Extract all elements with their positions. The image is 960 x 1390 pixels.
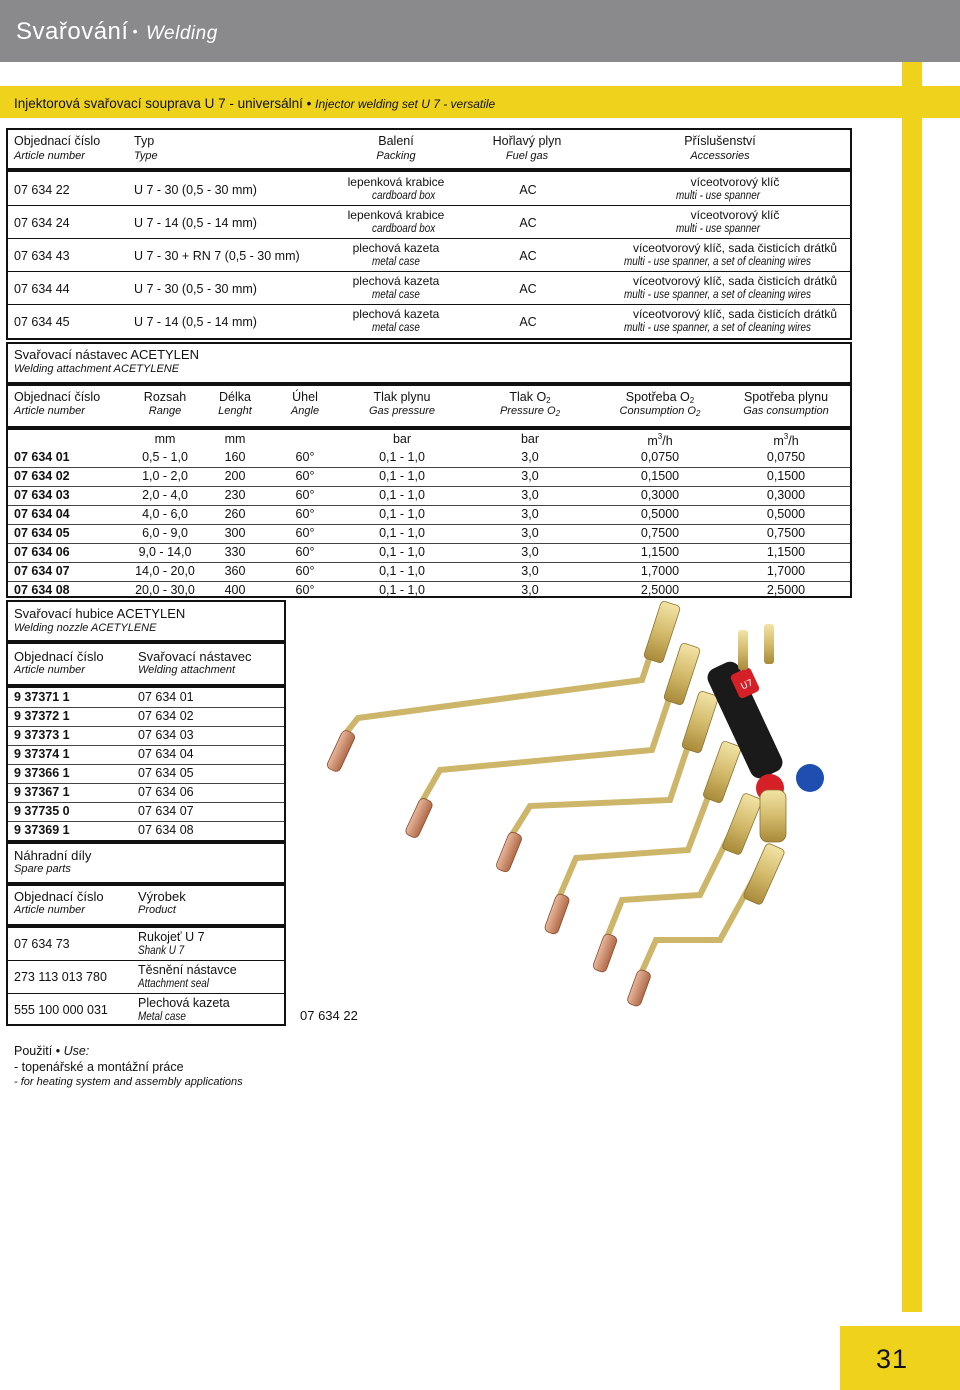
o2-cons-label: Spotřeba O (625, 390, 690, 404)
attachment-cell-angle: 60° (295, 545, 315, 559)
attachment-cell-cons-o2: 1,7000 (640, 564, 680, 578)
attachment-cell-cons-gas: 2,5000 (766, 583, 806, 597)
usage-title (14, 1044, 89, 1058)
attachment-cell-article: 07 634 02 (14, 469, 70, 483)
row-divider (8, 581, 850, 582)
nozzle-article: 9 37369 1 (14, 823, 70, 837)
handle (704, 624, 824, 842)
attachment-cell-angle: 60° (295, 583, 315, 597)
nozzle-attachment: 07 634 07 (138, 804, 194, 818)
att-col-length: Délka (219, 390, 251, 404)
nozzle-article: 9 37374 1 (14, 747, 70, 761)
attachment-cell-cons-o2: 0,3000 (640, 488, 680, 502)
attachment-cell-range: 20,0 - 30,0 (135, 583, 195, 597)
attachment-cell-cons-gas: 0,0750 (766, 450, 806, 464)
coupling-6 (743, 843, 786, 906)
attachment-cell-length: 160 (224, 450, 246, 464)
attachment-cell-length: 330 (224, 545, 246, 559)
set-gas: AC (519, 249, 537, 263)
attachment-cell-article: 07 634 08 (14, 583, 70, 597)
nozzle-tube-4 (558, 760, 722, 900)
set-col-accessories: Příslušenství (684, 134, 756, 148)
unit-cons-gas-sup: 3 (783, 432, 789, 441)
attachment-cell-pressure: 0,1 - 1,0 (379, 526, 425, 540)
set-type: U 7 - 30 + RN 7 (0,5 - 30 mm) (134, 249, 300, 263)
row-divider (8, 821, 284, 822)
set-packing: lepenková krabice (347, 175, 445, 189)
attachment-cell-pressure: 0,1 - 1,0 (379, 469, 425, 483)
set-type: U 7 - 30 (0,5 - 30 mm) (134, 183, 257, 197)
spare-product-en: Attachment seal (138, 978, 209, 990)
attachment-cell-o2: 3,0 (521, 583, 539, 597)
nozzle-article: 9 37373 1 (14, 728, 70, 742)
set-packing: lepenková krabice (347, 208, 445, 222)
set-col-type-en: Type (134, 150, 158, 162)
row-divider (8, 745, 284, 746)
set-article: 07 634 22 (14, 183, 70, 197)
set-accessories-en: multi - use spanner, a set of cleaning wires (624, 322, 811, 334)
set-accessories: víceotvorový klíč, sada čisticích drátků (632, 274, 838, 288)
nozzle-attachment: 07 634 06 (138, 785, 194, 799)
attachment-cell-cons-gas: 0,5000 (766, 507, 806, 521)
attachment-cell-article: 07 634 01 (14, 450, 70, 464)
set-article: 07 634 44 (14, 282, 70, 296)
page-header-title (16, 18, 218, 46)
row-divider (8, 486, 850, 487)
coupling-3 (681, 690, 719, 753)
attachment-cell-cons-o2: 1,1500 (640, 545, 680, 559)
o2-pressure-sub: 2 (546, 396, 551, 405)
usage-line-en: - for heating system and assembly applications (14, 1076, 243, 1088)
handle-brass-end (760, 790, 786, 842)
set-packing-en: metal case (372, 289, 420, 301)
att-col-pressure-en: Gas pressure (368, 405, 436, 417)
attachment-cell-pressure: 0,1 - 1,0 (379, 488, 425, 502)
nozzle-article: 9 37366 1 (14, 766, 70, 780)
attachment-cell-cons-o2: 0,5000 (640, 507, 680, 521)
row-divider (8, 562, 850, 563)
set-gas: AC (519, 183, 537, 197)
section-title-cz: Injektorová svařovací souprava U 7 - universální (14, 96, 303, 111)
row-divider (8, 271, 850, 272)
att-col-range-en: Range (148, 405, 182, 417)
attachment-cell-pressure: 0,1 - 1,0 (379, 545, 425, 559)
gas-inlet-2 (764, 624, 774, 664)
set-type: U 7 - 14 (0,5 - 14 mm) (134, 315, 257, 329)
unit-o2: bar (520, 432, 540, 446)
attachment-cell-length: 360 (224, 564, 246, 578)
attachment-cell-pressure: 0,1 - 1,0 (379, 583, 425, 597)
set-article: 07 634 45 (14, 315, 70, 329)
nozzle-title-en: Welding nozzle ACETYLENE (14, 622, 157, 634)
attachment-cell-pressure: 0,1 - 1,0 (379, 564, 425, 578)
nozzle-attachment: 07 634 04 (138, 747, 194, 761)
set-article: 07 634 43 (14, 249, 70, 263)
attachment-cell-range: 1,0 - 2,0 (142, 469, 188, 483)
set-accessories: víceotvorový klíč, sada čisticích drátků (632, 241, 838, 255)
set-accessories-en: multi - use spanner, a set of cleaning wires (624, 256, 811, 268)
att-col-range: Rozsah (143, 390, 187, 404)
nozzle-attachment: 07 634 05 (138, 766, 194, 780)
row-divider (8, 505, 850, 506)
nozzle-attachment: 07 634 03 (138, 728, 194, 742)
attachment-title-en: Welding attachment ACETYLENE (14, 363, 180, 375)
row-divider (8, 467, 850, 468)
row-divider (8, 993, 284, 994)
attachment-title: Svařovací nástavec ACETYLEN (14, 347, 199, 362)
nozzle-article: 9 37735 0 (14, 804, 70, 818)
copper-tip-1 (326, 729, 356, 773)
set-packing-en: metal case (372, 322, 420, 334)
att-col-o2-consumption (600, 390, 720, 405)
row-divider (8, 524, 850, 525)
att-col-gas-consumption-en: Gas consumption (743, 405, 829, 417)
copper-tip-5 (592, 933, 618, 973)
set-col-article: Objednací číslo (14, 134, 101, 148)
o2-pressure-label-en: Pressure O (499, 405, 556, 417)
o2-cons-sub-en: 2 (695, 409, 701, 418)
header-title-en: Welding (145, 23, 218, 44)
attachment-cell-length: 230 (224, 488, 246, 502)
attachment-cell-cons-gas: 1,1500 (766, 545, 806, 559)
set-accessories: víceotvorový klíč, sada čisticích drátků (632, 307, 838, 321)
attachment-cell-range: 9,0 - 14,0 (138, 545, 192, 559)
attachment-cell-cons-gas: 0,3000 (766, 488, 806, 502)
coupling-4 (702, 740, 741, 803)
set-gas: AC (519, 315, 537, 329)
spare-article: 555 100 000 031 (14, 1003, 108, 1017)
set-accessories: víceotvorový klíč (690, 208, 780, 222)
attachment-cell-cons-o2: 0,7500 (640, 526, 680, 540)
attachment-cell-article: 07 634 07 (14, 564, 70, 578)
set-packing-en: metal case (372, 256, 420, 268)
set-accessories-en: multi - use spanner, a set of cleaning wires (624, 289, 811, 301)
nozzle-col-article: Objednací číslo (14, 649, 104, 664)
row-divider (8, 205, 850, 206)
set-accessories: víceotvorový klíč (690, 175, 780, 189)
attachment-cell-article: 07 634 04 (14, 507, 70, 521)
set-col-fuel-en: Fuel gas (505, 150, 549, 162)
section-title-en: Injector welding set U 7 - versatile (315, 97, 496, 111)
spare-product: Těsnění nástavce (138, 963, 237, 977)
attachment-cell-angle: 60° (295, 526, 315, 540)
usage-title-cz: Použití (14, 1044, 53, 1058)
attachment-cell-angle: 60° (295, 450, 315, 464)
set-col-packing-en: Packing (376, 150, 416, 162)
attachment-cell-length: 260 (224, 507, 246, 521)
att-col-length-en: Lenght (218, 405, 252, 417)
spare-title-en: Spare parts (14, 863, 71, 875)
att-col-o2-pressure (480, 390, 580, 405)
nozzle-attachment: 07 634 02 (138, 709, 194, 723)
nozzle-tube-1 (342, 620, 662, 738)
attachment-cell-range: 4,0 - 6,0 (142, 507, 188, 521)
copper-tip-2 (404, 797, 434, 839)
row-divider (8, 543, 850, 544)
nozzle-col-attachment-en: Welding attachment (138, 664, 236, 676)
coupling-2 (663, 642, 701, 705)
set-col-type: Typ (134, 134, 155, 148)
o2-pressure-label: Tlak O (509, 390, 547, 404)
spare-product: Plechová kazeta (138, 996, 230, 1010)
set-packing: plechová kazeta (352, 241, 440, 255)
o2-cons-label-en: Consumption O (619, 405, 696, 417)
row-divider (8, 783, 284, 784)
attachment-cell-cons-o2: 2,5000 (640, 583, 680, 597)
set-gas: AC (519, 282, 537, 296)
attachment-cell-pressure: 0,1 - 1,0 (379, 507, 425, 521)
unit-cons-gas (728, 432, 844, 448)
row-divider (8, 707, 284, 708)
copper-tip-3 (495, 831, 523, 873)
attachment-cell-length: 200 (224, 469, 246, 483)
attachment-cell-pressure: 0,1 - 1,0 (379, 450, 425, 464)
set-packing: plechová kazeta (352, 307, 440, 321)
set-gas: AC (519, 216, 537, 230)
page-number: 31 (876, 1344, 909, 1374)
unit-cons-gas-m: m (773, 434, 784, 448)
attachment-cell-cons-gas: 1,7000 (766, 564, 806, 578)
attachment-cell-article: 07 634 05 (14, 526, 70, 540)
attachment-cell-cons-o2: 0,1500 (640, 469, 680, 483)
set-packing-en: cardboard box (372, 190, 436, 202)
o2-cons-sub: 2 (689, 396, 695, 405)
nozzle-attachment: 07 634 01 (138, 690, 194, 704)
coupling-1 (643, 600, 681, 663)
section-title (14, 96, 495, 111)
row-divider (8, 726, 284, 727)
spare-product-en: Shank U 7 (138, 945, 185, 957)
attachment-cell-range: 2,0 - 4,0 (142, 488, 188, 502)
attachment-cell-range: 0,5 - 1,0 (142, 450, 188, 464)
attachment-cell-range: 14,0 - 20,0 (135, 564, 195, 578)
attachment-cell-angle: 60° (295, 564, 315, 578)
set-article: 07 634 24 (14, 216, 70, 230)
row-divider (8, 304, 850, 305)
attachment-cell-cons-gas: 0,7500 (766, 526, 806, 540)
unit-range: mm (154, 432, 176, 446)
att-col-gas-consumption: Spotřeba plynu (743, 390, 829, 404)
set-accessories-en: multi - use spanner (676, 223, 761, 235)
nozzle-article: 9 37372 1 (14, 709, 70, 723)
set-col-accessories-en: Accessories (690, 150, 750, 162)
set-col-fuel: Hořlavý plyn (492, 134, 562, 148)
att-col-pressure: Tlak plynu (373, 390, 431, 404)
att-col-article-en: Article number (14, 405, 85, 417)
header-title-cz: Svařování (16, 18, 129, 45)
row-divider (8, 802, 284, 803)
set-col-article-en: Article number (14, 150, 85, 162)
attachment-cell-o2: 3,0 (521, 507, 539, 521)
att-col-o2-pressure-en (480, 405, 580, 418)
side-stripe (902, 62, 922, 1312)
spare-col-product: Výrobek (138, 889, 186, 904)
attachment-cell-angle: 60° (295, 507, 315, 521)
attachment-cell-angle: 60° (295, 469, 315, 483)
unit-cons-o2-m: m (647, 434, 658, 448)
blue-valve (796, 764, 824, 792)
attachment-cell-cons-gas: 0,1500 (766, 469, 806, 483)
set-type: U 7 - 14 (0,5 - 14 mm) (134, 216, 257, 230)
spare-col-article: Objednací číslo (14, 889, 104, 904)
copper-tip-6 (626, 969, 651, 1008)
attachment-cell-o2: 3,0 (521, 545, 539, 559)
row-divider (8, 238, 850, 239)
set-packing: plechová kazeta (352, 274, 440, 288)
attachment-cell-o2: 3,0 (521, 488, 539, 502)
unit-cons-o2-tail: /h (662, 434, 673, 448)
attachment-cell-o2: 3,0 (521, 450, 539, 464)
header-separator: • (132, 23, 138, 39)
nozzle-tube-3 (510, 710, 700, 838)
attachment-cell-length: 400 (224, 583, 246, 597)
set-type: U 7 - 30 (0,5 - 30 mm) (134, 282, 257, 296)
unit-cons-o2-sup: 3 (657, 432, 663, 441)
nozzle-col-attachment: Svařovací nástavec (138, 649, 252, 664)
usage-title-en: Use: (63, 1044, 90, 1058)
copper-tip-4 (544, 893, 571, 935)
handle-label-text: U7 (739, 678, 756, 693)
nozzle-article: 9 37367 1 (14, 785, 70, 799)
unit-length: mm (224, 432, 246, 446)
att-col-article: Objednací číslo (14, 390, 101, 404)
attachment-cell-article: 07 634 03 (14, 488, 70, 502)
spare-col-article-en: Article number (14, 904, 85, 916)
nozzle-tube-6 (640, 860, 764, 976)
o2-pressure-sub-en: 2 (555, 409, 561, 418)
att-col-angle: Úhel (292, 390, 318, 404)
attachment-cell-range: 6,0 - 9,0 (142, 526, 188, 540)
attachment-cell-angle: 60° (295, 488, 315, 502)
product-illustration (290, 600, 850, 1030)
image-caption: 07 634 22 (300, 1008, 358, 1023)
attachment-cell-o2: 3,0 (521, 564, 539, 578)
attachment-cell-o2: 3,0 (521, 469, 539, 483)
coupling-5 (721, 792, 762, 855)
spare-product: Rukojeť U 7 (138, 930, 205, 944)
unit-pressure: bar (392, 432, 412, 446)
section-separator: • (306, 96, 312, 111)
nozzle-col-article-en: Article number (14, 664, 85, 676)
nozzle-title: Svařovací hubice ACETYLEN (14, 606, 186, 621)
spare-product-en: Metal case (138, 1011, 186, 1023)
gas-inlet-1 (738, 630, 748, 670)
unit-cons-o2 (600, 432, 720, 448)
spare-col-product-en: Product (138, 904, 176, 916)
spare-article: 07 634 73 (14, 937, 70, 951)
nozzle-attachment: 07 634 08 (138, 823, 194, 837)
att-col-o2-consumption-en (600, 405, 720, 418)
attachment-cell-length: 300 (224, 526, 246, 540)
nozzle-tube-5 (606, 810, 742, 940)
spare-article: 273 113 013 780 (14, 970, 107, 984)
unit-cons-gas-tail: /h (788, 434, 799, 448)
usage-line-cz: - topenářské a montážní práce (14, 1060, 184, 1074)
att-col-angle-en: Angle (290, 405, 320, 417)
spare-title: Náhradní díly (14, 848, 92, 863)
row-divider (8, 960, 284, 961)
set-col-packing: Balení (378, 134, 414, 148)
set-packing-en: cardboard box (372, 223, 436, 235)
attachment-cell-o2: 3,0 (521, 526, 539, 540)
usage-separator: • (55, 1044, 61, 1058)
row-divider (8, 764, 284, 765)
attachment-cell-article: 07 634 06 (14, 545, 70, 559)
attachment-cell-cons-o2: 0,0750 (640, 450, 680, 464)
nozzle-article: 9 37371 1 (14, 690, 70, 704)
set-accessories-en: multi - use spanner (676, 190, 761, 202)
